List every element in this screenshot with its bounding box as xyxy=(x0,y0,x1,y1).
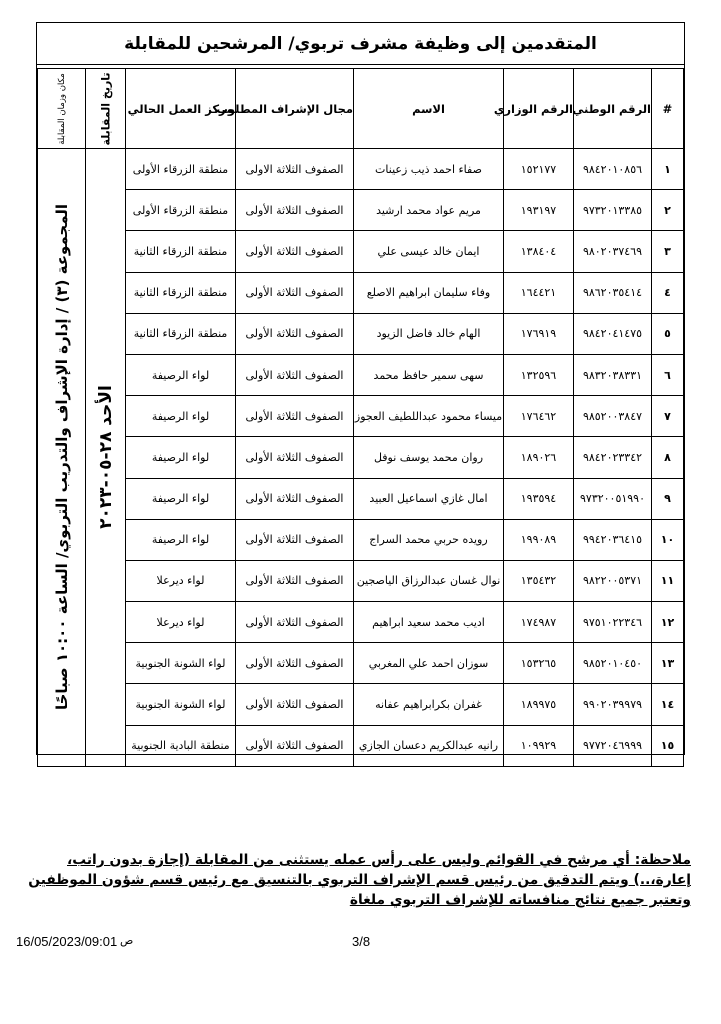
cell-name: ميساء محمود عبداللطيف العجوز xyxy=(354,396,504,437)
cell-workplace: لواء الرصيفة xyxy=(126,478,236,519)
table-row xyxy=(38,396,684,437)
cell-ministry-id: ١٩٩٠٨٩ xyxy=(504,519,574,560)
note-text: ملاحظة: أي مرشح في القوائم وليس على رأس عمله يستثنى من المقابلة (إجازة بدون راتب، إعارة،..) ويتم التدقيق من رئيس قسم الإشراف التربوي بالتنسيق مع رئيس قسم شؤون الموظفين وتعتبر جميع نتائج منافساته للإشراف التربوي ملغاة xyxy=(28,852,691,908)
table-row xyxy=(38,602,684,643)
table-row xyxy=(38,560,684,601)
cell-national-id: ٩٨٦٢٠٣٥٤١٤ xyxy=(574,272,652,313)
cell-name: امال غازي اسماعيل العبيد xyxy=(354,478,504,519)
cell-name: الهام خالد فاضل الزيود xyxy=(354,313,504,354)
cell-ministry-id: ١٩٣٥٩٤ xyxy=(504,478,574,519)
table-row xyxy=(38,643,684,684)
cell-national-id: ٩٨٣٢٠٣٨٣٣١ xyxy=(574,354,652,395)
cell-name: مريم عواد محمد ارشيد xyxy=(354,190,504,231)
table-row xyxy=(38,478,684,519)
cell-field: الصفوف الثلاثة الأولى xyxy=(236,437,354,478)
table-row xyxy=(38,272,684,313)
cell-num: ١٠ xyxy=(652,519,684,560)
cell-name: روان محمد يوسف نوفل xyxy=(354,437,504,478)
cell-national-id: ٩٩٤٢٠٣٦٤١٥ xyxy=(574,519,652,560)
cell-num: ١٥ xyxy=(652,725,684,766)
cell-name: سهى سمير حافظ محمد xyxy=(354,354,504,395)
table-row xyxy=(38,725,684,766)
cell-ministry-id: ١٣٢٥٩٦ xyxy=(504,354,574,395)
interview-date-text: الأحد ٢٨-٠٥-٢٠٢٣ xyxy=(95,385,116,530)
cell-num: ١٢ xyxy=(652,602,684,643)
cell-name: وفاء سليمان ابراهيم الاصلع xyxy=(354,272,504,313)
cell-field: الصفوف الثلاثة الأولى xyxy=(236,684,354,725)
cell-name: سوزان احمد علي المغربي xyxy=(354,643,504,684)
cell-field: الصفوف الثلاثة الأولى xyxy=(236,560,354,601)
cell-field: الصفوف الثلاثة الأولى xyxy=(236,478,354,519)
table-row xyxy=(38,231,684,272)
cell-field: الصفوف الثلاثة الأولى xyxy=(236,602,354,643)
cell-name: ايمان خالد عيسى علي xyxy=(354,231,504,272)
cell-field: الصفوف الثلاثة الأولى xyxy=(236,396,354,437)
cell-num: ٩ xyxy=(652,478,684,519)
document-frame xyxy=(36,22,685,755)
cell-ministry-id: ١٥٣٢٦٥ xyxy=(504,643,574,684)
cell-num: ٣ xyxy=(652,231,684,272)
footer-page-number: 3/8 xyxy=(352,934,371,949)
header-interview-date-label: تاريخ المقابلة xyxy=(99,71,112,146)
cell-workplace: منطقة الزرقاء الثانية xyxy=(126,231,236,272)
cell-workplace: منطقة الزرقاء الأولى xyxy=(126,149,236,190)
cell-workplace: منطقة البادية الجنوبية xyxy=(126,725,236,766)
header-interview-date xyxy=(86,69,126,149)
cell-ministry-id: ١٣٥٤٣٢ xyxy=(504,560,574,601)
header-interview-place xyxy=(38,69,86,149)
header-ministry-id: الرقم الوزاري xyxy=(504,69,574,149)
cell-national-id: ٩٨٠٢٠٣٧٤٦٩ xyxy=(574,231,652,272)
cell-ministry-id: ١٨٩٩٧٥ xyxy=(504,684,574,725)
cell-national-id: ٩٨٤٢٠٤١٤٧٥ xyxy=(574,313,652,354)
cell-field: الصفوف الثلاثة الأولى xyxy=(236,313,354,354)
header-workplace: مركز العمل الحالي xyxy=(126,69,236,149)
cell-workplace: لواء ديرعلا xyxy=(126,560,236,601)
table-row xyxy=(38,519,684,560)
header-name: الاسم xyxy=(354,69,504,149)
cell-ministry-id: ١٧٦٤٦٢ xyxy=(504,396,574,437)
cell-workplace: منطقة الزرقاء الثانية xyxy=(126,272,236,313)
cell-num: ٧ xyxy=(652,396,684,437)
cell-num: ١١ xyxy=(652,560,684,601)
cell-field: الصفوف الثلاثة الأولى xyxy=(236,190,354,231)
cell-workplace: منطقة الزرقاء الثانية xyxy=(126,313,236,354)
cell-workplace: لواء الشونة الجنوبية xyxy=(126,684,236,725)
cell-national-id: ٩٧٧٢٠٤٦٩٩٩ xyxy=(574,725,652,766)
cell-national-id: ٩٨٢٢٠٠٥٣٧١ xyxy=(574,560,652,601)
cell-workplace: لواء ديرعلا xyxy=(126,602,236,643)
cell-field: الصفوف الثلاثة الأولى xyxy=(236,725,354,766)
cell-field: الصفوف الثلاثة الاولى xyxy=(236,149,354,190)
cell-name: رويده حربي محمد السراج xyxy=(354,519,504,560)
cell-national-id: ٩٨٤٢٠١٠٨٥٦ xyxy=(574,149,652,190)
document-title: المتقدمين إلى وظيفة مشرف تربوي/ المرشحين للمقابلة xyxy=(37,23,684,65)
footer-timestamp: 16/05/2023/09:01 xyxy=(16,934,118,949)
cell-num: ٤ xyxy=(652,272,684,313)
table-row xyxy=(38,313,684,354)
cell-national-id: ٩٧٥١٠٢٢٣٤٦ xyxy=(574,602,652,643)
cell-workplace: لواء الرصيفة xyxy=(126,354,236,395)
cell-ministry-id: ١٩٣١٩٧ xyxy=(504,190,574,231)
cell-national-id: ٩٧٣٢٠٠٥١٩٩٠ xyxy=(574,478,652,519)
cell-name: رانيه عبدالكريم دعسان الجازي xyxy=(354,725,504,766)
cell-name: نوال غسان عبدالرزاق الياصجين xyxy=(354,560,504,601)
cell-national-id: ٩٨٤٢٠٢٣٣٤٢ xyxy=(574,437,652,478)
cell-num: ٥ xyxy=(652,313,684,354)
cell-ministry-id: ١٧٤٩٨٧ xyxy=(504,602,574,643)
cell-national-id: ٩٨٥٢٠١٠٤٥٠ xyxy=(574,643,652,684)
cell-ministry-id: ١٥٢١٧٧ xyxy=(504,149,574,190)
cell-ministry-id: ١٣٨٤٠٤ xyxy=(504,231,574,272)
cell-num: ١٣ xyxy=(652,643,684,684)
header-interview-place-label: مكان وزمان المقابلة xyxy=(56,72,67,145)
cell-workplace: لواء الرصيفة xyxy=(126,437,236,478)
cell-ministry-id: ١٧٦٩١٩ xyxy=(504,313,574,354)
cell-field: الصفوف الثلاثة الأولى xyxy=(236,354,354,395)
cell-workplace: لواء الشونة الجنوبية xyxy=(126,643,236,684)
cell-num: ١ xyxy=(652,149,684,190)
interview-place-text: المجموعة (٣) / إدارة الإشراف والتدريب التربوي/ الساعة ١٠:٠٠ صباحًا xyxy=(52,204,71,711)
cell-national-id: ٩٨٥٢٠٠٣٨٤٧ xyxy=(574,396,652,437)
cell-field: الصفوف الثلاثة الأولى xyxy=(236,272,354,313)
cell-name: اديب محمد سعيد ابراهيم xyxy=(354,602,504,643)
table-row xyxy=(38,354,684,395)
table-row xyxy=(38,149,684,190)
cell-field: الصفوف الثلاثة الأولى xyxy=(236,519,354,560)
cell-field: الصفوف الثلاثة الأولى xyxy=(236,643,354,684)
table-row xyxy=(38,437,684,478)
header-field: مجال الإشراف المطلوب xyxy=(236,69,354,149)
cell-national-id: ٩٧٣٢٠١٣٣٨٥ xyxy=(574,190,652,231)
table-header-row xyxy=(38,69,684,149)
page-footer xyxy=(0,934,721,954)
cell-ministry-id: ١٨٩٠٢٦ xyxy=(504,437,574,478)
cell-field: الصفوف الثلاثة الأولى xyxy=(236,231,354,272)
cell-name: غفران بكرابراهيم عفانه xyxy=(354,684,504,725)
cell-num: ٨ xyxy=(652,437,684,478)
table-row xyxy=(38,684,684,725)
cell-national-id: ٩٩٠٢٠٣٩٩٧٩ xyxy=(574,684,652,725)
cell-workplace: منطقة الزرقاء الأولى xyxy=(126,190,236,231)
cell-workplace: لواء الرصيفة xyxy=(126,396,236,437)
header-num: # xyxy=(652,69,684,149)
cell-workplace: لواء الرصيفة xyxy=(126,519,236,560)
cell-name: صفاء احمد ذيب زعينات xyxy=(354,149,504,190)
cell-num: ١٤ xyxy=(652,684,684,725)
footer-page-label: ص xyxy=(120,934,134,947)
interview-date-cell xyxy=(86,149,126,767)
cell-num: ٦ xyxy=(652,354,684,395)
interview-place-cell xyxy=(38,149,86,767)
cell-ministry-id: ١٦٤٤٢١ xyxy=(504,272,574,313)
candidates-table xyxy=(37,68,684,767)
table-row xyxy=(38,190,684,231)
header-national-id: الرقم الوطني xyxy=(574,69,652,149)
cell-ministry-id: ١٠٩٩٢٩ xyxy=(504,725,574,766)
cell-num: ٢ xyxy=(652,190,684,231)
